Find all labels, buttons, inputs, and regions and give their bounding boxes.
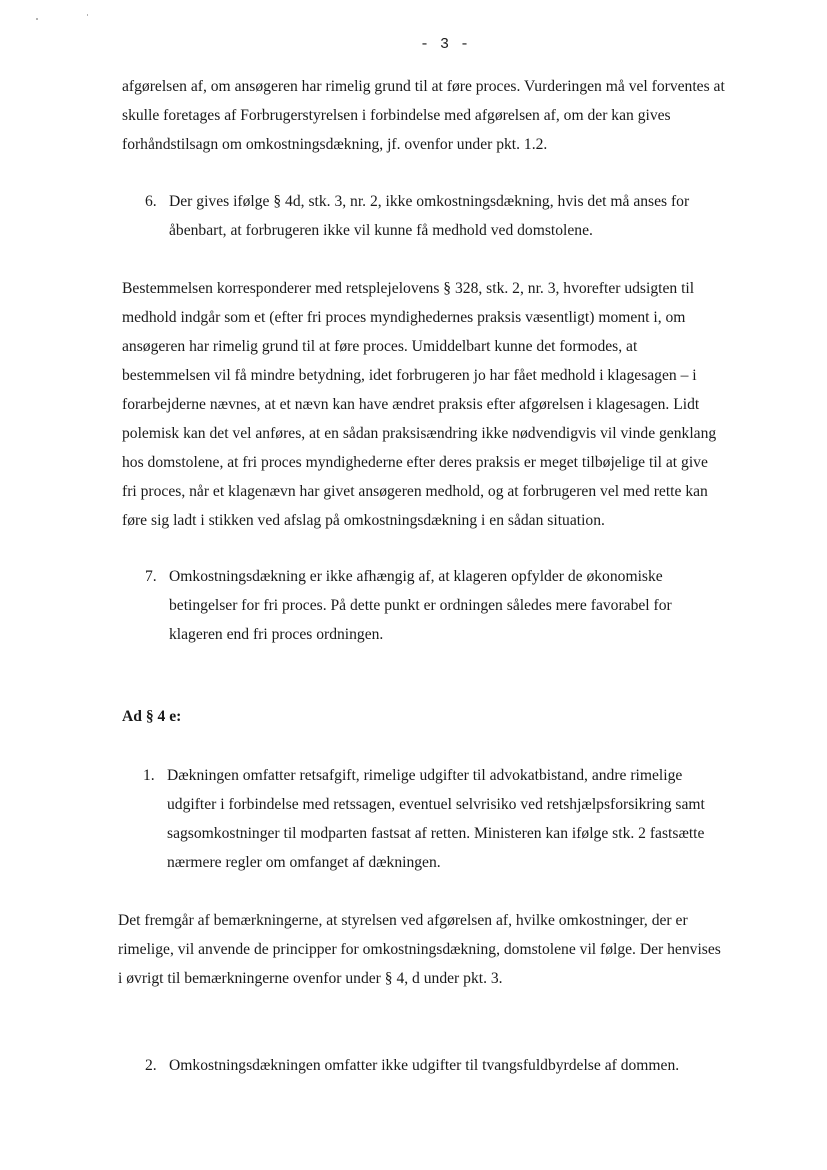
- list-line: åbenbart, at forbrugeren ikke vil kunne få medhold ved domstolene.: [169, 222, 593, 239]
- list-item-text: [169, 562, 765, 649]
- paragraph-line: hos domstolene, at fri proces myndighederne efter deres praksis er meget tilbøjelige til at give: [122, 454, 708, 471]
- paragraph-line: bestemmelsen vil få mindre betydning, idet forbrugeren jo har fået medhold i klagesagen – i: [122, 367, 697, 384]
- list-line: nærmere regler om omfanget af dækningen.: [167, 854, 441, 871]
- paragraph-line: polemisk kan det vel anføres, at en sådan praksisændring ikke nødvendigvis vil vinde genklang: [122, 425, 717, 442]
- paragraph-line: skulle foretages af Forbrugerstyrelsen i forbindelse med afgørelsen af, om der kan gives: [122, 107, 671, 124]
- list-item-1: [143, 761, 783, 877]
- paragraph-line: afgørelsen af, om ansøgeren har rimelig grund til at føre proces. Vurderingen må vel forventes at: [122, 78, 725, 95]
- paragraph-2: [122, 274, 782, 535]
- paragraph-1: [122, 72, 782, 159]
- paragraph-line: i øvrigt til bemærkningerne ovenfor under § 4, d under pkt. 3.: [118, 970, 503, 987]
- list-item-text: [167, 761, 783, 877]
- list-number: 7.: [145, 568, 157, 585]
- list-number: 2.: [145, 1057, 157, 1074]
- paragraph-line: fri proces, når et klagenævn har givet ansøgeren medhold, og at forbrugeren vel med rette kan: [122, 483, 708, 500]
- page-number: - 3 -: [419, 36, 470, 53]
- paragraph-line: Bestemmelsen korresponderer med retsplejelovens § 328, stk. 2, nr. 3, hvorefter udsigten til: [122, 280, 695, 297]
- list-item-6: [145, 187, 765, 245]
- list-item-2: [145, 1051, 785, 1080]
- list-line: udgifter i forbindelse med retssagen, eventuel selvrisiko ved retshjælpsforsikring samt: [167, 796, 705, 813]
- list-number: 6.: [145, 193, 157, 210]
- paragraph-line: Det fremgår af bemærkningerne, at styrelsen ved afgørelsen af, hvilke omkostninger, der er: [118, 912, 688, 929]
- list-line: sagsomkostninger til modparten fastsat af retten. Ministeren kan ifølge stk. 2 fastsætte: [167, 825, 705, 842]
- list-item-text: [169, 187, 765, 245]
- list-line: betingelser for fri proces. På dette punkt er ordningen således mere favorabel for: [169, 597, 672, 614]
- list-line: Omkostningsdækning er ikke afhængig af, at klageren opfylder de økonomiske: [169, 568, 663, 585]
- list-item-text: [169, 1051, 785, 1080]
- list-line: Dækningen omfatter retsafgift, rimelige udgifter til advokatbistand, andre rimelige: [167, 767, 683, 784]
- paragraph-line: rimelige, vil anvende de principper for omkostningsdækning, domstolene vil følge. Der henvises: [118, 941, 721, 958]
- list-line: Omkostningsdækningen omfatter ikke udgifter til tvangsfuldbyrdelse af dommen.: [169, 1057, 680, 1074]
- paragraph-3: [118, 906, 783, 993]
- paragraph-line: forarbejderne nævnes, at et nævn kan have ændret praksis efter afgørelsen i klagesagen. Lidt: [122, 396, 700, 413]
- list-item-7: [145, 562, 765, 649]
- scan-speck: [87, 14, 88, 16]
- paragraph-line: medhold indgår som et (efter fri proces myndighedernes praksis væsentligt) moment i, om: [122, 309, 686, 326]
- paragraph-line: ansøgeren har rimelig grund til at føre proces. Umiddelbart kunne det formodes, at: [122, 338, 638, 355]
- scan-speck: [36, 18, 38, 20]
- list-line: Der gives ifølge § 4d, stk. 3, nr. 2, ikke omkostningsdækning, hvis det må anses for: [169, 193, 690, 210]
- list-number: 1.: [143, 767, 155, 784]
- list-line: klageren end fri proces ordningen.: [169, 626, 384, 643]
- paragraph-line: føre sig ladt i stikken ved afslag på omkostningsdækning i en sådan situation.: [122, 512, 605, 529]
- paragraph-line: forhåndstilsagn om omkostningsdækning, jf. ovenfor under pkt. 1.2.: [122, 136, 548, 153]
- section-heading: Ad § 4 e:: [122, 708, 182, 725]
